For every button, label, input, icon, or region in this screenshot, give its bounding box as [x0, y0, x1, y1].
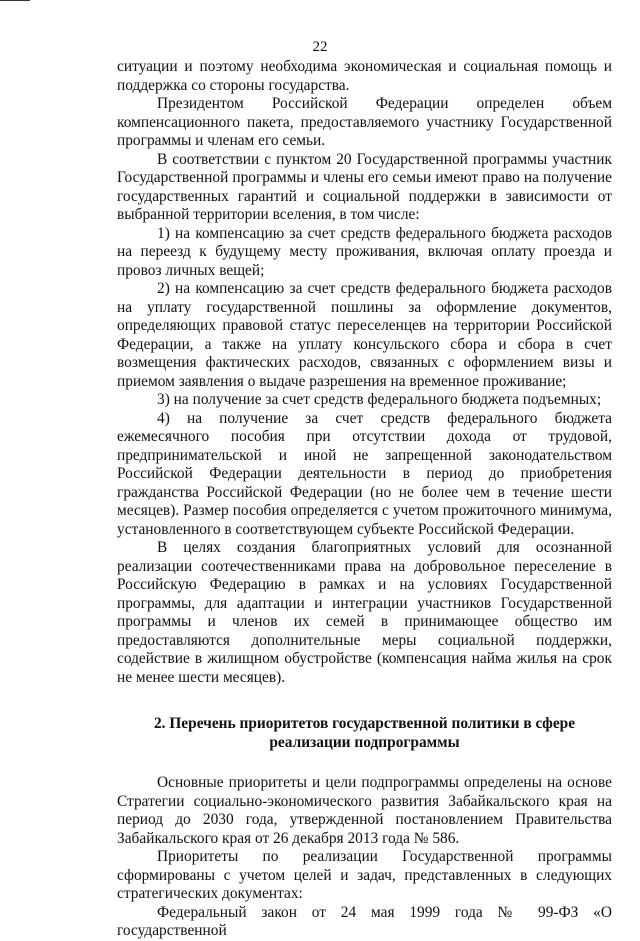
- list-item: 4) на получение за счет средств федерального бюджета ежемесячного пособия при отсутствии дохода от трудовой, предпринимательской и иной не запрещенной законодательством Российской Федерации деятельности в период до приобретения гражданства Российской Федерации (но не более чем в течение шести месяцев). Размер пособия определяется с учетом прожиточного минимума, установленного в соответствующем субъекте Российской Федерации.: [117, 409, 612, 538]
- list-item: 3) на получение за счет средств федерального бюджета подъемных;: [157, 391, 602, 408]
- list-item: 2) на компенсацию за счет средств федерального бюджета расходов на уплату государственной пошлины за оформление документов, определяющих правовой статус переселенцев на территории Российской Федерации, а также на уплату консульского сбора и сбора в счет возмещения фактических расходов, связанных с оформлением визы и приемом заявления о выдаче разрешения на временное проживание;: [117, 280, 612, 390]
- document-body: [117, 58, 612, 941]
- list-item: 1) на компенсацию за счет средств федерального бюджета расходов на переезд к будущему месту проживания, включая оплату проезда и провоз личных вещей;: [117, 224, 612, 279]
- paragraph: Основные приоритеты и цели подпрограммы определены на основе Стратегии социально-экономического развития Забайкальского края на период до 2030 года, утвержденной постановлением Правительства Забайкальского края от 26 декабря 2013 года № 586.: [117, 774, 612, 847]
- scan-corner-mark: [0, 0, 30, 1]
- paragraph: В соответствии с пунктом 20 Государственной программы участник Государственной программы и члены его семьи имеют право на получение государственных гарантий и социальной поддержки в зависимости от выбранной территории вселения, в том числе:: [117, 150, 612, 223]
- paragraph: ситуации и поэтому необходима экономическая и социальная помощь и поддержка со стороны государства.: [117, 58, 612, 94]
- paragraph: В целях создания благоприятных условий для осознанной реализации соотечественниками права на добровольное переселение в Российскую Федерацию в рамках и на условиях Государственной программы, для адаптации и интеграции участников Государственной программы и членов их семей в принимающее общество им предоставляются дополнительные меры социальной поддержки, содействие в жилищном обустройстве (компенсация найма жилья на срок не менее шести месяцев).: [117, 539, 612, 686]
- paragraph: Президентом Российской Федерации определен объем компенсационного пакета, предоставляемого участнику Государственной программы и членам его семьи.: [117, 95, 612, 149]
- section-heading: 2. Перечень приоритетов государственной политики в сфере реализации подпрограммы: [153, 715, 576, 751]
- paragraph: Федеральный закон от 24 мая 1999 года № 99-ФЗ «О государственной: [117, 903, 612, 939]
- page-number: 22: [312, 39, 328, 55]
- paragraph: Приоритеты по реализации Государственной программы сформированы с учетом целей и задач, представленных в следующих стратегических документах:: [117, 848, 612, 902]
